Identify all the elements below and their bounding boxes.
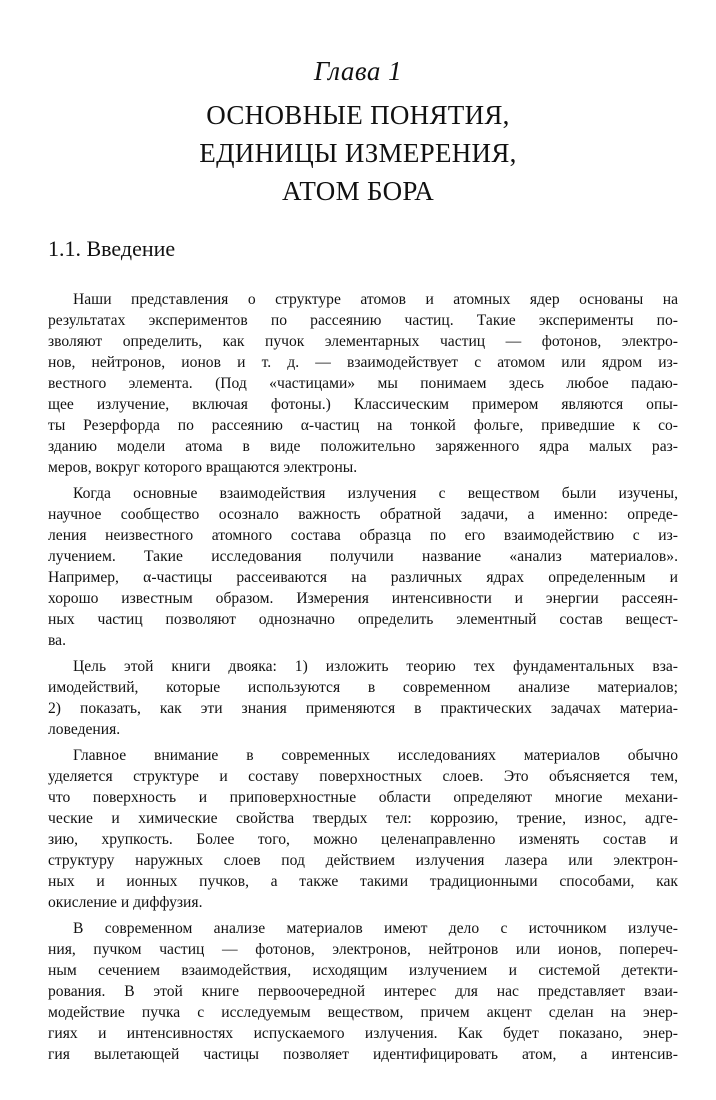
- text-line: научное сообщество осознало важность обратной задачи, а именно: опреде-: [48, 506, 678, 523]
- text-line: Наши представления о структуре атомов и атомных ядер основаны на: [73, 291, 678, 308]
- text-line: уделяется структуре и составу поверхностных слоев. Это объясняется тем,: [48, 768, 678, 785]
- paragraph: [48, 918, 678, 1065]
- text-line: нов, нейтронов, ионов и т. д. — взаимодействует с атомом или ядром из-: [48, 354, 678, 371]
- text-line: ния, пучком частиц — фотонов, электронов, нейтронов или ионов, попереч-: [48, 941, 678, 958]
- text-line: щее излучение, включая фотоны.) Классическим примером являются опы-: [48, 396, 678, 413]
- paragraph: [48, 745, 678, 913]
- text-line: зданию модели атома в виде положительно заряженного ядра малых раз-: [48, 438, 678, 455]
- body-text: [48, 289, 678, 1070]
- section-heading: 1.1. Введение: [48, 236, 176, 261]
- text-line: ва.: [48, 632, 66, 649]
- text-line: В современном анализе материалов имеют дело с источником излуче-: [73, 920, 678, 937]
- paragraph: [48, 483, 678, 651]
- text-line: ческие и химические свойства твердых тел: коррозию, трение, износ, адге-: [48, 810, 678, 827]
- text-line: лучением. Такие исследования получили название «анализ материалов».: [48, 548, 678, 565]
- chapter-title-line: ОСНОВНЫЕ ПОНЯТИЯ,: [206, 100, 510, 130]
- chapter-title-line: ЕДИНИЦЫ ИЗМЕРЕНИЯ,: [199, 138, 517, 168]
- text-line: меров, вокруг которого вращаются электроны.: [48, 459, 358, 476]
- text-line: Когда основные взаимодействия излучения с веществом были изучены,: [73, 485, 678, 502]
- chapter-title-line: АТОМ БОРА: [281, 176, 435, 206]
- text-line: Цель этой книги двояка: 1) изложить теорию тех фундаментальных вза-: [73, 658, 678, 675]
- text-line: вестного элемента. (Под «частицами» мы понимаем здесь любое падаю-: [48, 375, 678, 392]
- text-line: ных частиц позволяют однозначно определить элементный состав вещест-: [48, 611, 678, 628]
- text-line: окисление и диффузия.: [48, 894, 203, 911]
- chapter-label: Глава 1: [313, 56, 403, 86]
- text-line: ловедения.: [48, 721, 121, 738]
- text-line: гиях и интенсивностях испускаемого излучения. Как будет показано, энер-: [48, 1025, 678, 1042]
- text-line: что поверхность и приповерхностные области определяют многие механи-: [48, 789, 678, 806]
- text-line: гия вылетающей частицы позволяет идентифицировать атом, а интенсив-: [48, 1046, 678, 1063]
- text-line: хорошо известным образом. Измерения интенсивности и энергии рассеян-: [48, 590, 678, 607]
- text-line: имодействий, которые используются в современном анализе материалов;: [48, 679, 678, 696]
- text-line: рования. В этой книге первоочередной интерес для нас представляет взаи-: [48, 983, 678, 1000]
- text-line: зволяют определить, как пучок элементарных частиц — фотонов, электро-: [48, 333, 678, 350]
- paragraph: [48, 289, 678, 478]
- text-line: Главное внимание в современных исследованиях материалов обычно: [73, 747, 678, 764]
- paragraph: [48, 656, 678, 740]
- text-line: Например, α-частицы рассеиваются на различных ядрах определенным и: [48, 569, 678, 586]
- chapter-title: [0, 96, 716, 210]
- text-line: результатах экспериментов по рассеянию частиц. Такие эксперименты по-: [48, 312, 678, 329]
- text-line: структуру наружных слоев под действием излучения лазера или электрон-: [48, 852, 678, 869]
- text-line: ты Резерфорда по рассеянию α-частиц на тонкой фольге, приведшие к со-: [48, 417, 678, 434]
- text-line: ления неизвестного атомного состава образца по его взаимодействию с из-: [48, 527, 678, 544]
- text-line: модействие пучка с исследуемым веществом, причем акцент сделан на энер-: [48, 1004, 678, 1021]
- text-line: ным сечением взаимодействия, исходящим излучением и системой детекти-: [48, 962, 678, 979]
- text-line: ных и ионных пучков, а также такими традиционными способами, как: [48, 873, 678, 890]
- text-line: зию, хрупкость. Более того, можно целенаправленно изменять состав и: [48, 831, 678, 848]
- text-line: 2) показать, как эти знания применяются в практических задачах материа-: [48, 700, 678, 717]
